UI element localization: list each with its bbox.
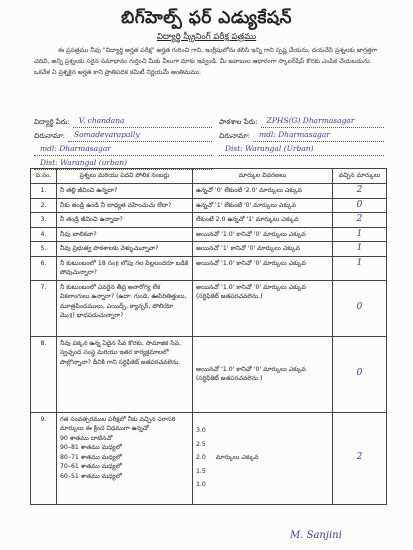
row-question: నీ కుటుంబంలో ఎవరైన తీవ్ర అనారోగ్య లేక వికలాంగులు ఉన్నారా? (ఉదా: గుండె, ఊపిరితిత్తులు, మూత్రపిండములు, ఎయిడ్స్, క్యాన్సర్, పోలియో మొ॥) భాధపడుచున్నారా?	[57, 280, 193, 336]
grade-points-list	[196, 426, 206, 490]
row-rule	[193, 412, 333, 504]
school-address-label: చిరునామా:	[219, 132, 251, 140]
row-rule: అయినచో '1.0' కానిచో '0' మార్కులు ఎక్కువ (సర్టిఫికెట్ జతపరచవలెను.)	[193, 280, 333, 336]
row-question: నీవు ప్రభుత్వ పాఠశాలకు వెళ్ళుచున్నావా?	[57, 242, 193, 257]
row-question: నీవు బాలికవా?	[57, 227, 193, 242]
table-row	[31, 280, 387, 336]
table-header-row	[31, 169, 387, 184]
row-number: 1.	[31, 184, 57, 199]
row-score[interactable]: 1	[333, 227, 387, 242]
school-mandal-field[interactable]: mdl: Dharmasagar	[253, 130, 384, 142]
table-row	[31, 184, 387, 199]
table-row	[31, 242, 387, 257]
row-rule: అయినచో '1' కానిచో '0' మార్కులు ఎక్కువ	[193, 242, 333, 257]
row-number: 6.	[31, 256, 57, 280]
school-district-row	[219, 143, 384, 156]
row-rule: అయినచో '1.0' కానిచో '0' మార్కులు ఎక్కువ	[193, 227, 333, 242]
grade-scale	[196, 426, 329, 490]
row-rule: ఉన్నచో '0' లేకుంటే '2.0' మార్కులు ఎక్కువ	[193, 184, 333, 199]
form-subtitle: విద్యార్థి స్క్రీనింగ్ పరీక్ష పత్రము	[156, 32, 257, 42]
address-row	[34, 129, 212, 142]
row-score[interactable]: 0	[333, 336, 387, 412]
grade-point: 2.0	[196, 454, 206, 462]
row-score[interactable]: 1	[333, 242, 387, 257]
form-title: బిగ్‌హెల్ప్ ఫర్ ఎడ్యుకేషన్	[121, 8, 292, 28]
table-row	[31, 227, 387, 242]
grade-band: 80–71 శాతము మధ్యలో	[60, 453, 122, 461]
signature: M. Sanjini	[290, 530, 342, 541]
table-row	[31, 412, 387, 504]
row-number: 4.	[31, 227, 57, 242]
row-number: 3.	[31, 213, 57, 228]
grade-band: 90–81 శాతము మధ్యలో	[60, 444, 122, 451]
school-district-field[interactable]: Dist: Warangal (Urban)	[219, 144, 384, 156]
row-rule: ఉన్నచో '1' లేకుంటే '0' మార్కులు ఎక్కువ	[193, 198, 333, 213]
row-number: 9.	[31, 412, 57, 504]
row-question: నీ తండ్రి జీవించి ఉన్నాడా?	[57, 213, 193, 228]
grade-question-text: గత సంవత్సరముల పరీక్షలో నీకు వచ్చిన సరాసరి మార్కులు ఈ క్రింద విధముగా ఉన్నచో	[60, 415, 176, 432]
row-number: 7.	[31, 280, 57, 336]
mandal-field[interactable]: mdl: Dharmasagar	[34, 144, 212, 156]
table-row	[31, 198, 387, 213]
grade-point: 1.5	[196, 467, 206, 475]
row-question: నీకు తండ్రి ఉండి నీ బాధ్యత వహించుచు లేదా?	[57, 198, 193, 213]
row-question: నీ తల్లి జీవించి ఉన్నదా?	[57, 184, 193, 199]
row-score[interactable]: 1	[333, 256, 387, 280]
row-number: 5.	[31, 242, 57, 257]
table-row	[31, 213, 387, 228]
grade-point: 2.5	[196, 440, 206, 448]
row-rule: లేకుంటే 2.0 ఉన్నచో '1' మార్కులు ఎక్కువ	[193, 213, 333, 228]
grade-band: 60–51 శాతము మధ్యలో	[60, 472, 122, 480]
address-field[interactable]: Somadevarapally	[68, 130, 212, 142]
name-field[interactable]: V. chandana	[73, 116, 212, 128]
grade-band: 90 శాతము దాటినచో	[60, 434, 113, 442]
name-row	[34, 115, 212, 128]
grade-band: 70–61 శాతము మధ్యలో	[60, 463, 122, 470]
district-field[interactable]: Dist: Warangal (urban)	[34, 158, 212, 170]
col-header-question: ప్రశ్నలు మరియు పదవి పోలిక నంబర్లు	[57, 169, 193, 184]
grade-rule-text: మార్కులు ఎక్కువ	[215, 454, 259, 462]
row-question	[57, 412, 193, 504]
col-header-marks-rule: మార్కుల వివరణలు	[193, 169, 333, 184]
table-row	[31, 256, 387, 280]
row-question: నీవు పక్కన ఉన్న ఏదైన సేవ కొరకు, సామాజిక సేవ, స్వచ్ఛంద సంస్థ మరియు ఇతర కార్యక్రమాలలో పాల్గొన్నావా? దీనికి గాని సర్టిఫికెట్ జతపరచవలెను.	[57, 336, 193, 412]
grade-point: 3.0	[196, 427, 206, 435]
intro-paragraph: ఈ ప్రపత్రము నీవు "విద్యార్థి అర్హత పరీక్ష" అర్హత గురించి గాని, ఇంగ్లీషులోను కలిసి ఇన్ని గాని స్పష్ట చేయను, దయచేసి ప్రశ్నలకు జాగ్రత్తగా చదివి, అన్ని ప్రశ్నలకు సరైన సమాధానం గుర్తించి మీకు వీలుగా మాకు ఇవ్వండి. మీ జవాబుల ఆధారంగా స్కాలర్‌షిప్ కొరకు ఎంపిక చేయబడును. ఒకవేళ ఏ ప్రశ్నకైన అర్హత కాని ప్రాతిపదిక కమిటీ నిర్ణయమే అంతిమము.	[34, 47, 378, 77]
row-rule: అయినచో '1.0' కానిచో '0' మార్కులు ఎక్కువ (సర్టిఫికెట్ జతపరచవలెను.)	[193, 336, 333, 412]
row-rule: అయినచో '1.0' కానిచో '0' మార్కులు ఎక్కువ	[193, 256, 333, 280]
col-header-score: వచ్చిన మార్కులు	[333, 169, 387, 184]
col-header-number: వ.సం.	[31, 169, 57, 184]
school-row	[219, 115, 384, 128]
school-label: పాఠశాల పేరు:	[219, 118, 258, 126]
name-label: విద్యార్థి పేరు:	[34, 118, 70, 126]
table-row	[31, 336, 387, 412]
grade-point: 1.0	[196, 481, 206, 489]
row-score[interactable]: 0	[333, 198, 387, 213]
row-score[interactable]: 2	[333, 213, 387, 228]
row-score[interactable]: 0	[333, 280, 387, 336]
row-question: నీ కుటుంబంలో 18 సం॥ లోపు గల పిల్లలందరూ బడికి పోవుచున్నారా?	[57, 256, 193, 280]
screening-table	[30, 168, 387, 505]
row-score[interactable]: 2	[333, 184, 387, 199]
school-address-row	[219, 129, 384, 142]
row-score[interactable]: 2	[333, 412, 387, 504]
address-label: చిరునామా:	[34, 132, 66, 140]
school-field[interactable]: ZPHS(G) Dharmasagar	[261, 116, 384, 128]
row-number: 8.	[31, 336, 57, 412]
row-number: 2.	[31, 198, 57, 213]
mandal-row	[34, 143, 212, 156]
